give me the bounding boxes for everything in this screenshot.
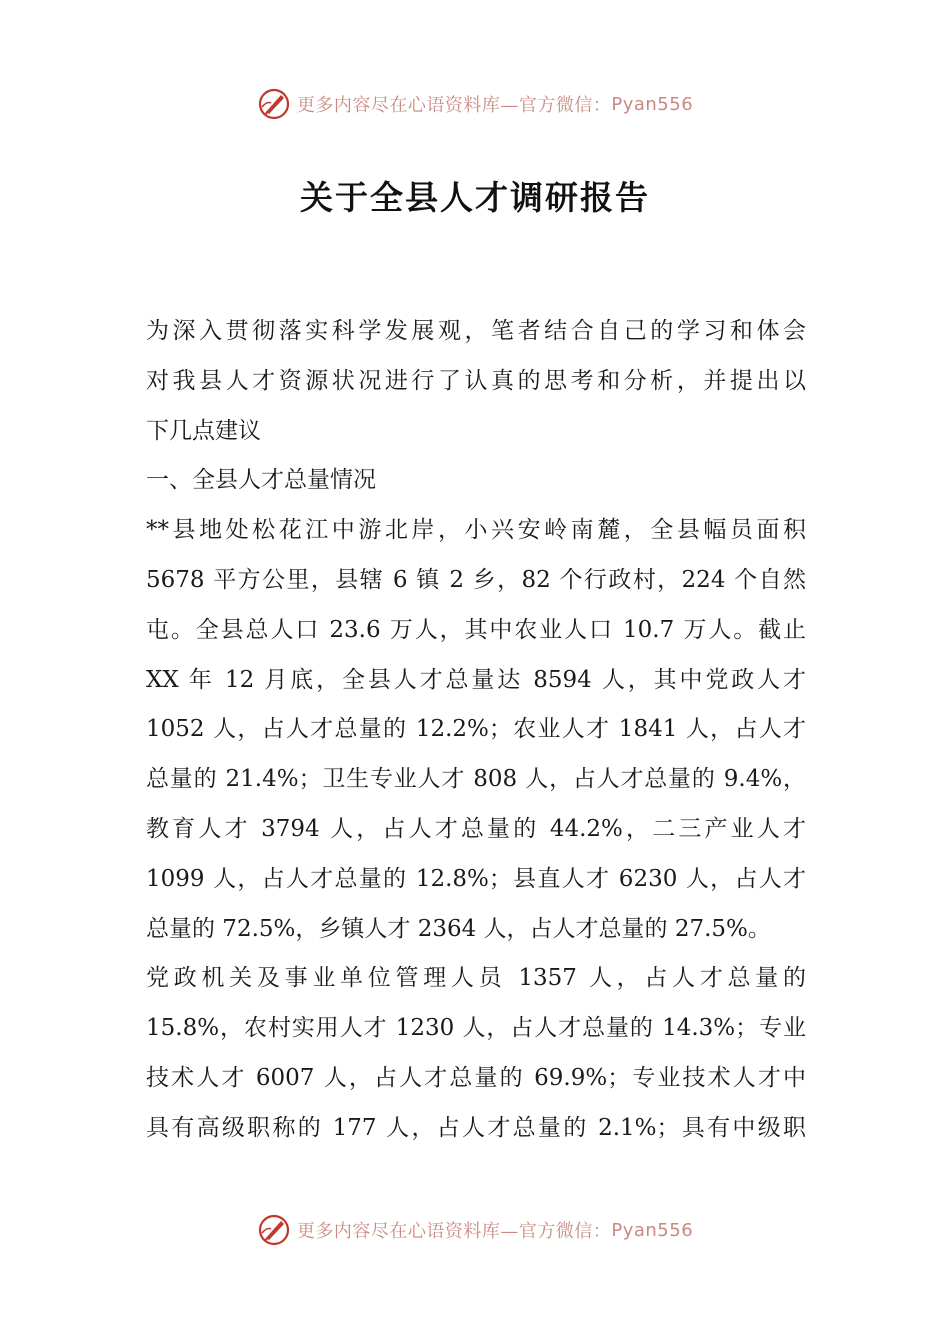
body-line: 党政机关及事业单位管理人员 1357 人，占人才总量的 [146,965,806,992]
watermark-wechat-id: Pyan556 [611,1219,694,1241]
body-line: 5678 平方公里，县辖 6 镇 2 乡，82 个行政村，224 个自然 [146,566,806,593]
body-line: XX 年 12 月底，全县人才总量达 8594 人，其中党政人才 [146,666,806,693]
body-line: **县地处松花江中游北岸，小兴安岭南麓，全县幅员面积 [146,517,806,544]
header-watermark [0,84,950,124]
body-line: 为深入贯彻落实科学发展观，笔者结合自己的学习和体会 [146,318,806,344]
body-line: 下几点建议 [146,417,261,444]
body-line: 1052 人，占人才总量的 12.2%；农业人才 1841 人，占人才 [146,716,806,743]
watermark-text: 更多内容尽在心语资料库—官方微信： [296,1221,612,1242]
footer-watermark [0,1210,950,1250]
body-line: 总量的 21.4%；卫生专业人才 808 人，占人才总量的 9.4%， [146,766,806,793]
document-title: 关于全县人才调研报告 [300,178,650,217]
quill-pen-logo-icon [257,1213,291,1247]
quill-pen-logo-icon [257,87,291,121]
body-line: 1099 人，占人才总量的 12.8%；县直人才 6230 人，占人才 [146,865,806,892]
body-line: 对我县人才资源状况进行了认真的思考和分析，并提出以 [146,367,806,394]
section-heading: 一、全县人才总量情况 [146,467,376,494]
body-line: 15.8%，农村实用人才 1230 人，占人才总量的 14.3%；专业 [146,1015,806,1042]
watermark-text: 更多内容尽在心语资料库—官方微信： [296,95,612,116]
body-line: 屯。全县总人口 23.6 万人，其中农业人口 10.7 万人。截止 [146,616,806,643]
watermark-wechat-id: Pyan556 [611,93,694,115]
body-line: 教育人才 3794 人，占人才总量的 44.2%，二三产业人才 [146,815,806,842]
body-line: 技术人才 6007 人，占人才总量的 69.9%；专业技术人才中 [146,1064,806,1091]
body-line: 具有高级职称的 177 人，占人才总量的 2.1%；具有中级职 [146,1114,806,1141]
document-body [146,307,806,1154]
body-line: 总量的 72.5%，乡镇人才 2364 人，占人才总量的 27.5%。 [146,915,771,942]
